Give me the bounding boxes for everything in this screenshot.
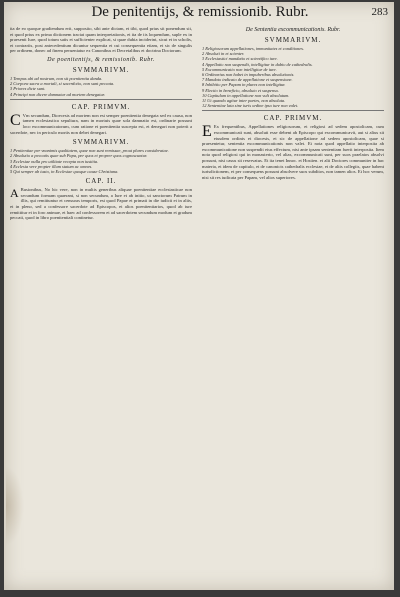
page-number: 283 xyxy=(371,6,388,18)
summary-item: 1 Religiosorum appellationes, immunitates et conditiones. xyxy=(202,46,305,51)
drop-cap-e: E xyxy=(202,123,212,141)
chapter-heading: CAP. II. xyxy=(85,177,117,186)
summary-item: 7 Mandato indicato de appellatione et suspensione. xyxy=(202,77,293,83)
summary-item: 4 Appellatio non suspendit, intelligitur in dubio de cathedralis. xyxy=(202,61,313,67)
summary-item: 2 Corpora sacra a mortali, si sacerdotio, non sunt peccata. xyxy=(10,81,115,87)
page-stain xyxy=(6,466,24,546)
chapter-paragraph: E Ex frequentibus, Appellationes religiosorum, et religiosi ad sedem apostolicam, cum excommunicati sunt, absoluti esse debent ab Episcopo qui excommunicavit, aut si alius sit eiusdem ordinis et diocesis, et sic de appellatione ad sedem apostolicam, quae si praesentetur, sententia excommunicationis non valet. Et nota quod appellatio interposita ab excommunicatione non suspendit eius effectum, nisi ante ipsam sententiam fuerit interposita. Item nota quod religiosi qui in monasterio, vel alias, excommunicati sunt, per suos praelatos absolvi possunt, nisi casus sit reservatus. Et ita tenet Innoc. et Hostien. et alii Doctores communiter in hac materia, et idem de capitulo, et de canonicis cathedralis ecclesiae, et de aliis collegiis, quae habent iurisdictionem, et per consequens possunt absolvere suos subditos, non tamen alios. Et hoc verum, nisi sit res iudicata per Papam, vel alios superiores. xyxy=(202,123,384,180)
divider xyxy=(202,110,384,111)
summary-item: 8 Inhibitio per Papam in plures non intelligitur. xyxy=(202,82,286,88)
summary-title: SVMMARIVM. xyxy=(72,138,130,147)
summary-title: SVMMARIVM. xyxy=(264,36,322,44)
summary-item: 5 Excommunicatio non intelligitur de iure. xyxy=(202,66,277,72)
column-heading: De Sententia excommunicationis. Rubr. xyxy=(245,27,341,33)
chapter-heading: CAP. PRIMVM. xyxy=(263,114,323,123)
summary-item: 1 Penitentiae per vnanimis qualitatem, quae non sunt remissae, prout plures consideratae. xyxy=(10,148,169,154)
summary-item: 3 Priores dicte sunt. xyxy=(10,86,46,92)
summary-item: 10 Capitulum in appellatione non vult absolutum. xyxy=(202,92,290,98)
summary-item: 2 Absoluti in et scienter. xyxy=(202,51,245,57)
document-page xyxy=(4,2,394,590)
summary-title: SVMMARIVM. xyxy=(72,65,130,74)
chapter-paragraph: A Busionibus, No hic vere, non in multis generibus aliquae poenitentiae ecclesiasticae non secundum formam quaerant, si non secundum, a Iure et ab initio, ut sanctorum Patrum in illis, qui remittuntur et censuras temporis, est quod Papae et primati in die iudicii et in aliis, et in pleno, sed a confessore sacerdote ad Episcopos, et alios poenitentiarios, quod ab iure remittitur et in foro animae, et haec ad confessorem et ad sacerdotem secundum modum et gradum peccati, quod in libro poenitentiali continetur. xyxy=(10,186,192,221)
summary-item: 6 Ordinarius non habet in impuberibus absolutionis. xyxy=(202,72,295,78)
summary-item: 1 Tempus ubi ad nostrum, non sit poenitentia danda. xyxy=(10,75,103,81)
rubric-heading: De poenitentijs, & remissionib. Rubr. xyxy=(47,56,155,63)
intro-paragraph: ita de eo quoque gradiendum erit, supposito, sibi ante dictam, et tibi, quod prius sit ponendum sit, et quod prius ex prima dictionem tractat quam interpretationis, et ita de iis loquendum, suple ex in praesenti Iure, quod totum satis et sufficienter explicat, si quae dubia inciderint, sicut et in scholis, et contrariis, post antecedentium dicuntur sequentia et cui consequentia etiam, et sic de singulis per ordinem, donec ad finem perueniatur ex Canonibus et Decretalibus et doctrina Doctorum. xyxy=(10,26,192,54)
chapter-heading: CAP. PRIMVM. xyxy=(71,102,131,111)
chapter-paragraph: C Vm secundum, Dioecesis ad mortem non est semper poenitentia denegata sed ex causa, non tamen ecclesiastica sepultura, nam in mortuis quae sola damnatio est, ordinarie possunt loco excommunicatorum, cum ratione et poenitentia suscepta est, et denegari non poterit a sacerdote, nec in periculo mortis non debet denegari. xyxy=(10,111,192,135)
summary-item: 4 Ecclesia vere propter illum statum ac omnes. xyxy=(10,163,93,169)
drop-cap-a: A xyxy=(10,186,19,201)
drop-cap-c: C xyxy=(10,111,21,129)
left-column xyxy=(10,26,192,221)
summary-item: 12 Sententiae lata sine iuris ordine ipso iure non valet. xyxy=(202,103,299,109)
summary-item: 5 Qui semper ab iusto, in Ecclesiae quoque cause Christiana. xyxy=(10,168,119,174)
summary-item: 9 Electio in beneficio, absoluto et suspenso. xyxy=(202,87,280,93)
summary-item: 2 Absolutio a peccatis quae sub Papa, per quos et proprer quos cognoscuntur. xyxy=(10,153,148,159)
running-head: De penitentijs, & remissionib. Rubr. xyxy=(91,4,309,20)
divider xyxy=(10,99,192,100)
summary-list xyxy=(10,148,192,174)
summary-list xyxy=(10,76,192,97)
right-column xyxy=(202,26,384,180)
summary-item: 3 Ecclesiastici mandatio et scientifico iure. xyxy=(202,56,278,62)
summary-item: 3 Ecclesiae nulla pro utilitate recepta non iustitia. xyxy=(10,158,99,164)
summary-list xyxy=(202,46,384,108)
summary-item: 11 Ut quando agitur inter partes, non absoluta. xyxy=(202,98,286,104)
summary-item: 4 Principi non dicere damnatur ad mortem denegatur. xyxy=(10,91,105,97)
